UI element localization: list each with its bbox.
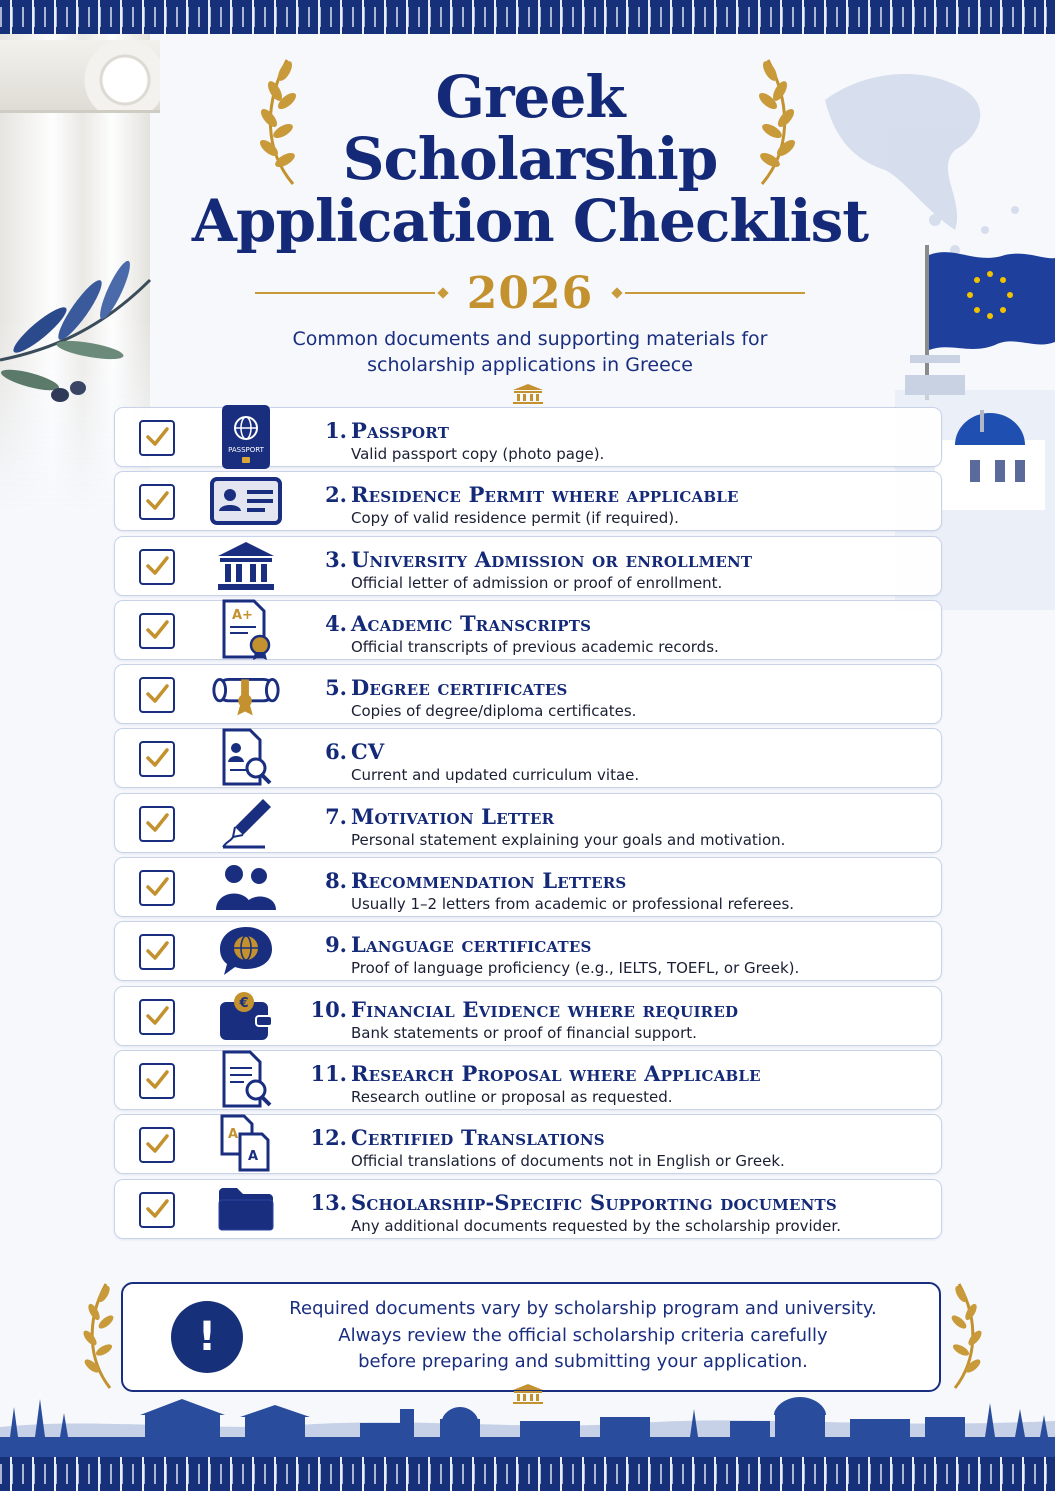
subtitle-line-1: Common documents and supporting materials for	[292, 328, 768, 350]
svg-text:A: A	[248, 1149, 259, 1165]
checklist-item-5	[114, 664, 942, 724]
note-text	[253, 1296, 913, 1376]
item-title: Residence Permit where applicable	[351, 482, 739, 508]
two-people-icon	[210, 862, 282, 912]
column-capital-decoration	[0, 40, 160, 113]
university-building-icon	[210, 541, 282, 591]
transcript-certificate-icon	[210, 605, 282, 655]
year-banner	[255, 268, 805, 318]
checklist-item-10	[114, 986, 942, 1046]
item-title: Academic Transcripts	[351, 610, 592, 636]
item-title: University Admission or enrollment	[351, 546, 753, 572]
checklist-item-1	[114, 407, 942, 467]
exclamation-icon: !	[171, 1301, 243, 1373]
item-number: 8.	[325, 868, 347, 894]
laurel-bottom-left-decoration	[80, 1280, 120, 1390]
item-title: Language certificates	[351, 932, 592, 958]
fountain-pen-icon	[210, 798, 282, 848]
item-title: Scholarship-Specific Supporting documents	[351, 1189, 837, 1215]
checkbox[interactable]	[139, 1063, 175, 1099]
checkbox[interactable]	[139, 934, 175, 970]
research-document-icon	[210, 1055, 282, 1105]
subtitle-line-2: scholarship applications in Greece	[367, 354, 693, 376]
item-title: CV	[351, 739, 385, 765]
checkmark-icon	[144, 810, 170, 836]
checkbox[interactable]	[139, 420, 175, 456]
title-line-3: Application Checklist	[191, 187, 869, 255]
item-description: Copies of degree/diploma certificates.	[351, 702, 637, 721]
item-description: Personal statement explaining your goals and motivation.	[351, 830, 786, 849]
subtitle	[230, 326, 830, 378]
item-title: Recommendation Letters	[351, 868, 627, 894]
svg-text:A: A	[228, 1127, 239, 1143]
item-number: 4.	[325, 610, 347, 636]
title-line-2: Scholarship	[342, 125, 718, 193]
item-number: 9.	[325, 932, 347, 958]
diploma-scroll-icon	[210, 669, 282, 719]
title-line-1: Greek	[435, 63, 625, 131]
item-title: Motivation Letter	[351, 803, 555, 829]
checklist-item-13	[114, 1179, 942, 1239]
item-number: 12.	[310, 1125, 347, 1151]
greek-skyline-decoration	[0, 1387, 1055, 1457]
item-number: 6.	[325, 739, 347, 765]
checkbox[interactable]	[139, 484, 175, 520]
euro-wallet-icon	[210, 991, 282, 1041]
cv-document-search-icon	[210, 733, 282, 783]
temple-ornament-icon	[511, 383, 545, 405]
translation-document-icon	[210, 1119, 282, 1169]
item-number: 7.	[325, 803, 347, 829]
item-description: Bank statements or proof of financial support.	[351, 1023, 697, 1042]
checkmark-icon	[144, 745, 170, 771]
checklist	[114, 407, 942, 1243]
checkbox[interactable]	[139, 549, 175, 585]
checkbox[interactable]	[139, 1192, 175, 1228]
checkbox[interactable]	[139, 741, 175, 777]
checkbox[interactable]	[139, 806, 175, 842]
important-note-box	[121, 1282, 941, 1392]
checklist-item-2	[114, 471, 942, 531]
item-title: Certified Translations	[351, 1125, 605, 1151]
item-title: Passport	[351, 418, 450, 443]
checklist-item-11	[114, 1050, 942, 1110]
checkmark-icon	[144, 553, 170, 579]
item-description: Official transcripts of previous academic records.	[351, 637, 719, 656]
svg-text:A+: A+	[232, 607, 253, 623]
note-line-2: Always review the official scholarship criteria carefully	[338, 1324, 828, 1346]
item-number: 11.	[310, 1060, 347, 1086]
checkmark-icon	[144, 424, 170, 450]
item-number: 2.	[325, 482, 347, 508]
item-number: 5.	[325, 675, 347, 701]
checkbox[interactable]	[139, 613, 175, 649]
id-card-icon	[210, 476, 282, 526]
checkmark-icon	[144, 488, 170, 514]
divider-line-left	[255, 292, 435, 294]
note-line-3: before preparing and submitting your application.	[358, 1351, 808, 1372]
divider-line-right	[625, 292, 805, 294]
checkbox[interactable]	[139, 1127, 175, 1163]
greek-key-border-top	[0, 0, 1055, 34]
checkmark-icon	[144, 1067, 170, 1093]
item-title: Research Proposal where Applicable	[351, 1060, 761, 1086]
olive-branch-decoration	[0, 220, 170, 420]
checklist-item-6	[114, 728, 942, 788]
item-number: 3.	[325, 546, 347, 572]
item-description: Official letter of admission or proof of enrollment.	[351, 573, 723, 592]
item-description: Valid passport copy (photo page).	[351, 445, 605, 463]
checkmark-icon	[144, 1003, 170, 1029]
checklist-item-4	[114, 600, 942, 660]
item-number: 10.	[310, 996, 347, 1022]
globe-speech-bubble-icon	[210, 926, 282, 976]
note-line-1: Required documents vary by scholarship program and university.	[289, 1298, 877, 1319]
checkbox[interactable]	[139, 999, 175, 1035]
svg-text:€: €	[239, 995, 249, 1011]
item-number: 1.	[325, 418, 347, 443]
checkmark-icon	[144, 874, 170, 900]
item-title: Financial Evidence where required	[351, 996, 739, 1022]
checkmark-icon	[144, 617, 170, 643]
checklist-item-9	[114, 921, 942, 981]
checklist-item-3	[114, 536, 942, 596]
item-description: Copy of valid residence permit (if required).	[351, 509, 679, 528]
item-description: Usually 1–2 letters from academic or professional referees.	[351, 895, 795, 914]
checklist-item-8	[114, 857, 942, 917]
checklist-item-7	[114, 793, 942, 853]
divider-diamond-left	[437, 287, 448, 298]
folder-icon	[210, 1184, 282, 1234]
item-title: Degree certificates	[351, 675, 568, 701]
item-number: 13.	[310, 1189, 347, 1215]
checkmark-icon	[144, 1196, 170, 1222]
passport-icon	[210, 412, 282, 462]
divider-diamond-right	[612, 287, 623, 298]
item-description: Proof of language proficiency (e.g., IELTS, TOEFL, or Greek).	[351, 959, 800, 978]
checkmark-icon	[144, 681, 170, 707]
checkmark-icon	[144, 938, 170, 964]
item-description: Current and updated curriculum vitae.	[351, 766, 640, 785]
year-label: 2026	[466, 267, 594, 319]
checklist-item-12	[114, 1114, 942, 1174]
item-description: Research outline or proposal as requested.	[351, 1087, 673, 1106]
passport-label: PASSPORT	[228, 446, 264, 454]
checkbox[interactable]	[139, 870, 175, 906]
item-description: Any additional documents requested by the scholarship provider.	[351, 1216, 841, 1235]
greek-key-border-bottom	[0, 1457, 1055, 1491]
laurel-bottom-right-decoration	[945, 1280, 985, 1390]
page-title	[150, 63, 910, 255]
item-description: Official translations of documents not in English or Greek.	[351, 1152, 785, 1171]
checkbox[interactable]	[139, 677, 175, 713]
checkmark-icon	[144, 1131, 170, 1157]
